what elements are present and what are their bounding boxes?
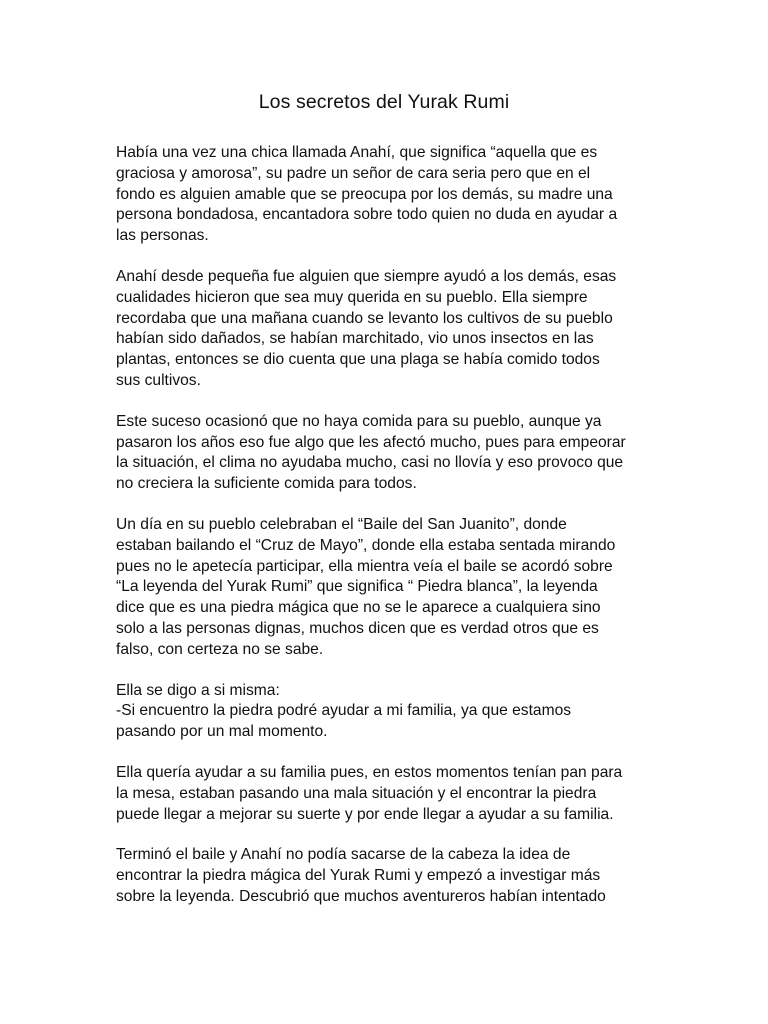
- paragraph-4: Un día en su pueblo celebraban el “Baile del San Juanito”, donde estaban bailando el “Cruz de Mayo”, donde ella estaba sentada mirando pues no le apetecía participar, ella mientra veía el baile se acordó sobre “La leyenda del Yurak Rumi” que significa “ Piedra blanca”, la leyenda dice que es una piedra mágica que no se le aparece a cualquiera sino solo a las personas dignas, muchos dicen que es verdad otros que es falso, con certeza no se sabe.: [116, 515, 616, 658]
- paragraph-1: Había una vez una chica llamada Anahí, que significa “aquella que es graciosa y amorosa”, su padre un señor de cara seria pero que en el fondo es alguien amable que se preocupa por los demás, su madre una persona bondadosa, encantadora sobre todo quien no duda en ayudar a las personas.: [116, 144, 618, 245]
- paragraph-5: Ella se digo a si misma: -Si encuentro la piedra podré ayudar a mi familia, ya que estamos pasando por un mal momento.: [116, 681, 572, 741]
- document-body: [116, 143, 656, 908]
- paragraph-6: Ella quería ayudar a su familia pues, en estos momentos tenían pan para la mesa, estaban pasando una mala situación y el encontrar la piedra puede llegar a mejorar su suerte y por ende llegar a ayudar a su familia.: [116, 763, 623, 823]
- paragraph-3: Este suceso ocasionó que no haya comida para su pueblo, aunque ya pasaron los años eso fue algo que les afectó mucho, pues para empeorar la situación, el clima no ayudaba mucho, casi no llovía y eso provoco que no creciera la suficiente comida para todos.: [116, 412, 626, 493]
- document-title: Los secretos del Yurak Rumi: [258, 91, 510, 113]
- paragraph-2: Anahí desde pequeña fue alguien que siempre ayudó a los demás, esas cualidades hicieron que sea muy querida en su pueblo. Ella siempre recordaba que una mañana cuando se levanto los cultivos de su pueblo habían sido dañados, se habían marchitado, vio unos insectos en las plantas, entonces se dio cuenta que una plaga se había comido todos sus cultivos.: [116, 267, 617, 389]
- paragraph-7: Terminó el baile y Anahí no podía sacarse de la cabeza la idea de encontrar la piedra mágica del Yurak Rumi y empezó a investigar más sobre la leyenda. Descubrió que muchos aventureros habían intentado: [116, 846, 606, 905]
